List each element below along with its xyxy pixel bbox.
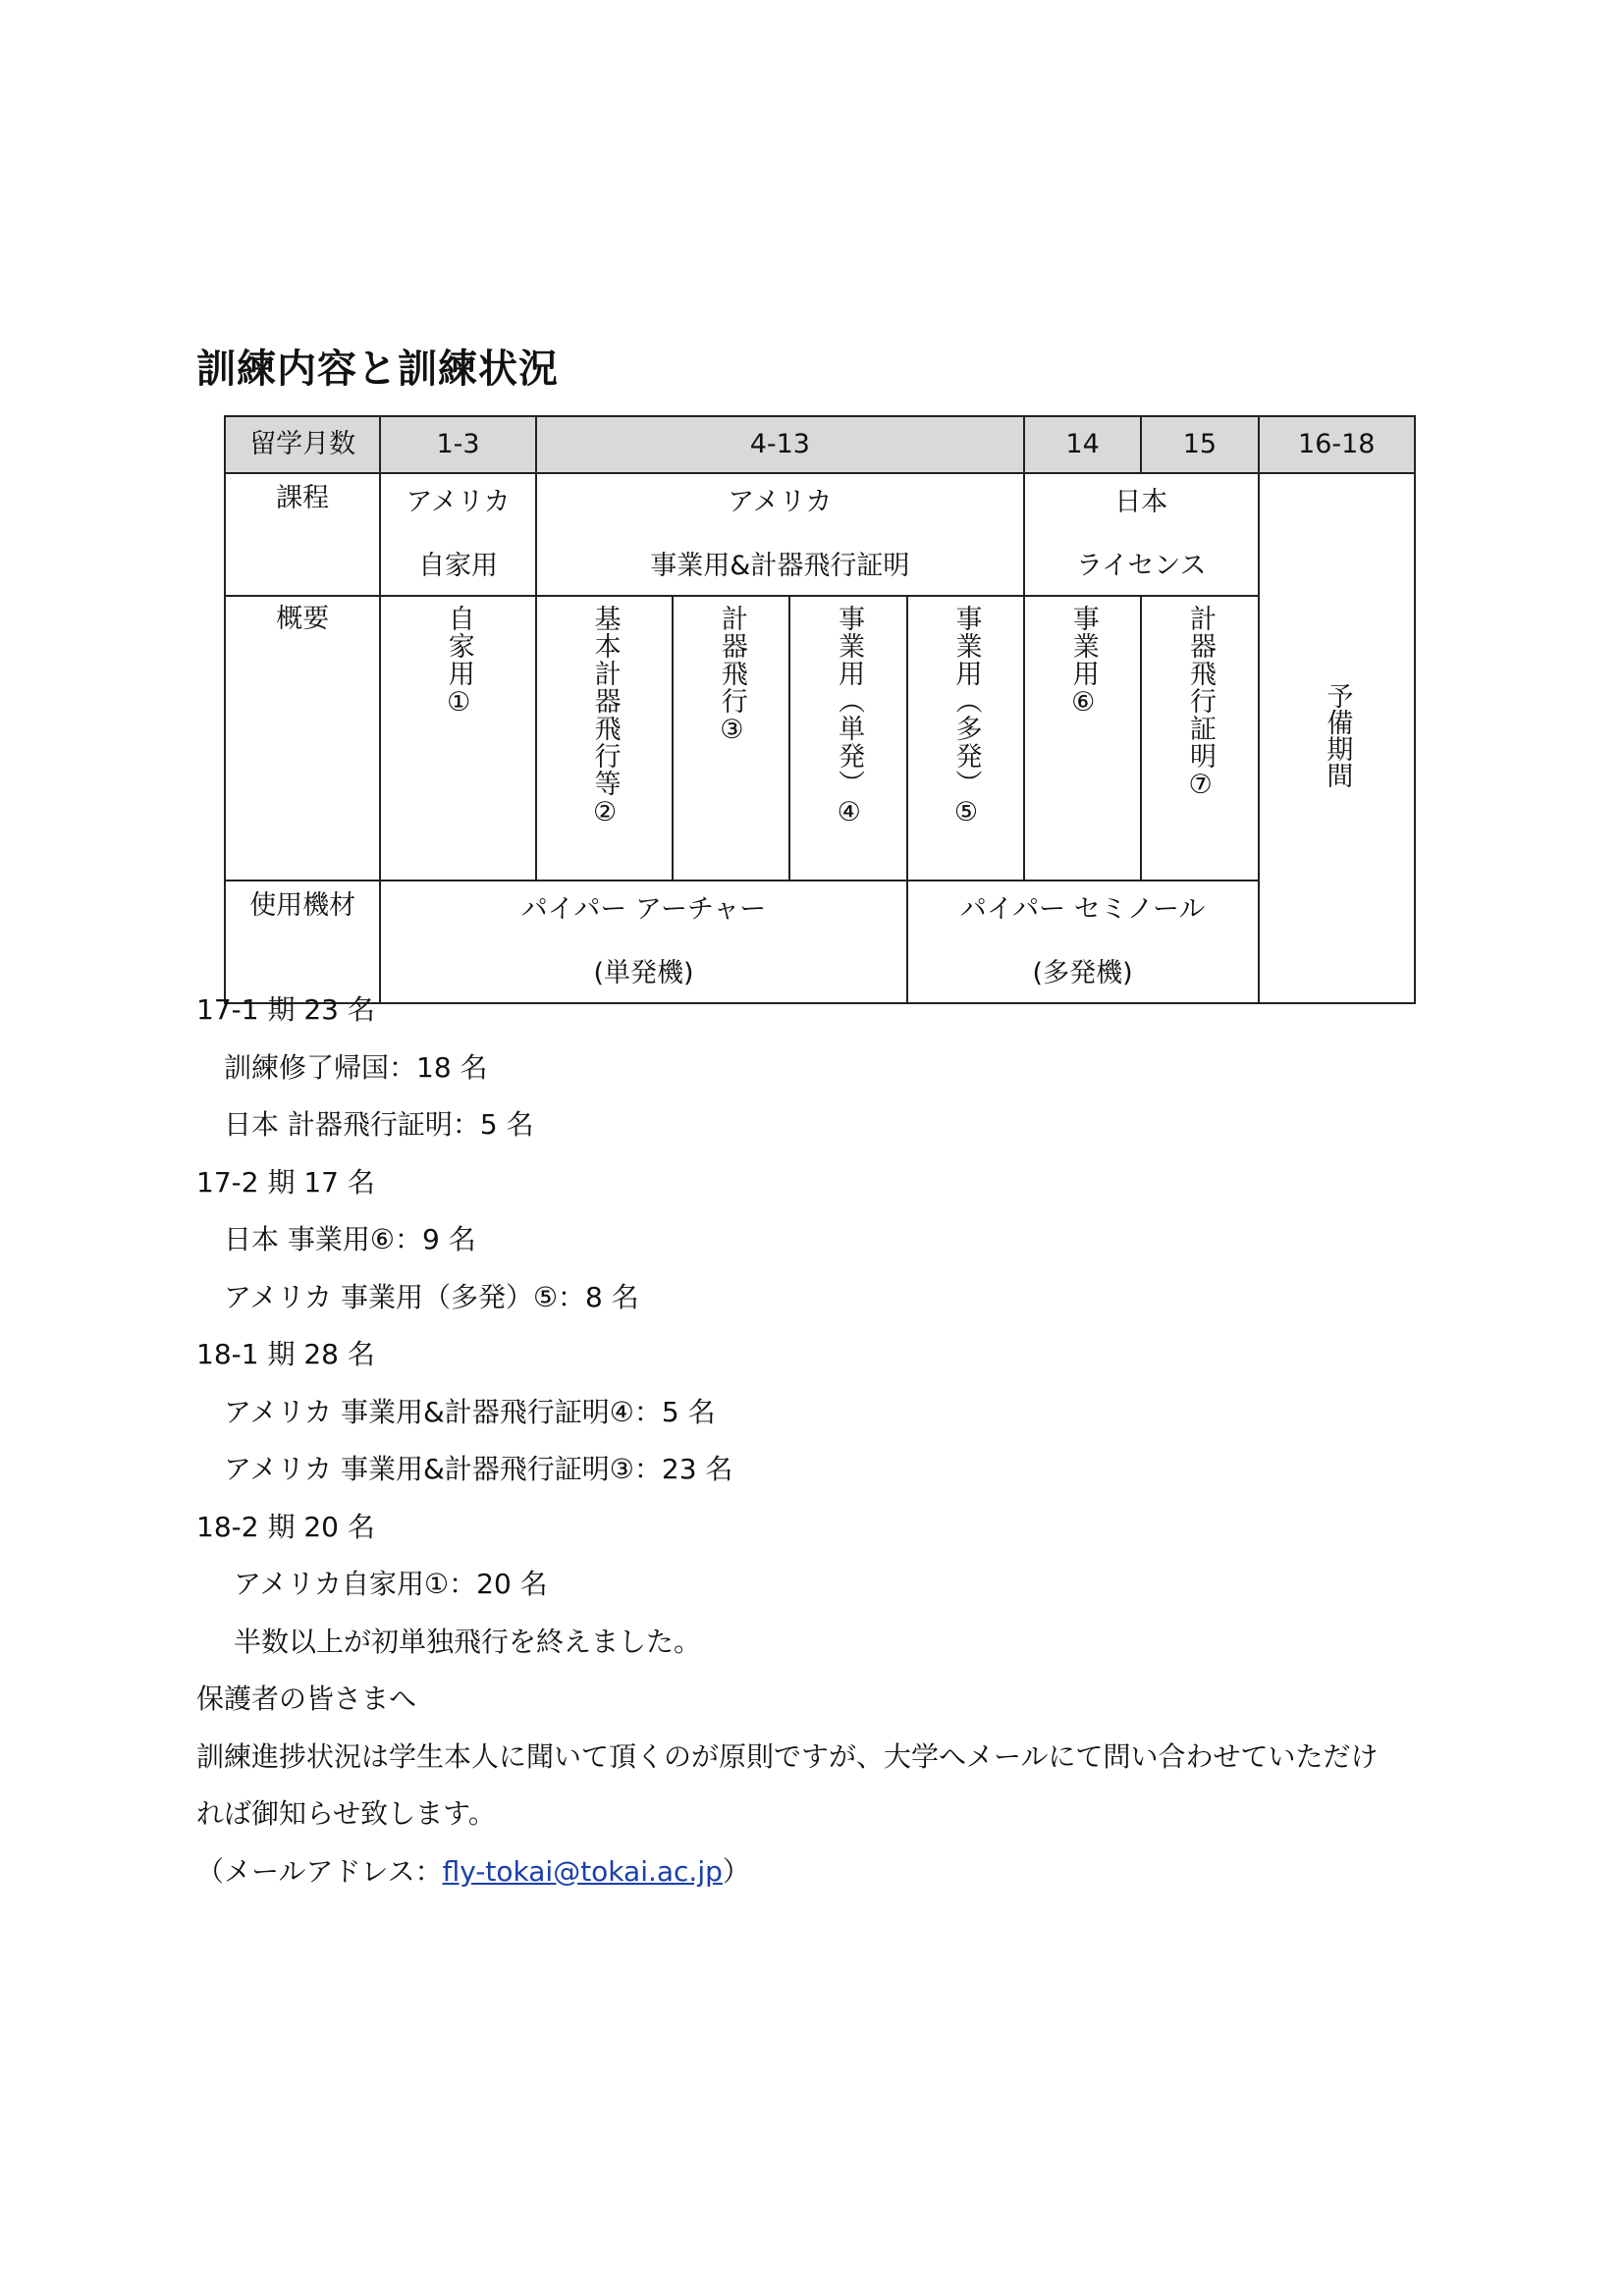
status-line: 17-2 期 17 名	[196, 1165, 375, 1199]
overview-item-7: 計器飛行証明⑦	[1141, 596, 1258, 881]
course-us-commercial: アメリカ 事業用&計器飛行証明	[536, 473, 1024, 596]
months-16-18: 16-18	[1259, 416, 1415, 473]
status-line: アメリカ 事業用&計器飛行証明④：5 名	[224, 1395, 716, 1428]
guardian-heading: 保護者の皆さまへ	[196, 1682, 417, 1715]
status-line: 訓練修了帰国：18 名	[224, 1050, 488, 1084]
email-line: （メールアドレス：fly-tokai@tokai.ac.jp）	[196, 1854, 750, 1888]
reserve-period: 予備期間	[1259, 473, 1415, 1003]
months-14: 14	[1024, 416, 1141, 473]
course-japan-license: 日本 ライセンス	[1024, 473, 1259, 596]
equipment-label: 使用機材	[225, 881, 380, 1003]
months-4-13: 4-13	[536, 416, 1024, 473]
guardian-text-line1: 訓練進捗状況は学生本人に聞いて頂くのが原則ですが、大学へメールにて問い合わせていただけ	[196, 1739, 1379, 1773]
status-line: 日本 事業用⑥：9 名	[224, 1223, 476, 1255]
status-line: 17-1 期 23 名	[196, 993, 375, 1026]
overview-item-3: 計器飛行③	[673, 596, 789, 881]
overview-item-1: 自家用①	[380, 596, 535, 881]
status-line: アメリカ自家用①：20 名	[234, 1568, 548, 1600]
overview-row	[225, 596, 1415, 881]
months-1-3: 1-3	[380, 416, 535, 473]
overview-item-5: 事業用︵多発︶⑤	[907, 596, 1024, 881]
status-section	[196, 982, 1378, 1900]
page-title: 訓練内容と訓練状況	[196, 347, 559, 392]
months-15: 15	[1141, 416, 1258, 473]
equipment-multi: パイパー セミノール (多発機)	[907, 881, 1259, 1003]
status-line: 半数以上が初単独飛行を終えました。	[234, 1625, 702, 1658]
overview-item-6: 事業用⑥	[1024, 596, 1141, 881]
course-row	[225, 473, 1415, 596]
overview-item-4: 事業用︵単発︶④	[789, 596, 906, 881]
status-line: 18-2 期 20 名	[196, 1510, 375, 1543]
equipment-single: パイパー アーチャー (単発機)	[380, 881, 906, 1003]
status-line: 日本 計器飛行証明：5 名	[224, 1108, 534, 1141]
status-line: 18-1 期 28 名	[196, 1338, 375, 1370]
status-line: アメリカ 事業用（多発）⑤：8 名	[224, 1280, 639, 1313]
overview-label: 概要	[225, 596, 380, 881]
guardian-text-line2: れば御知らせ致します。	[196, 1797, 496, 1830]
overview-item-2: 基本計器飛行等②	[536, 596, 673, 881]
email-link[interactable]: fly-tokai@tokai.ac.jp	[442, 1854, 723, 1888]
header-row	[225, 416, 1415, 473]
status-line: アメリカ 事業用&計器飛行証明③：23 名	[224, 1453, 733, 1485]
course-label: 課程	[225, 473, 380, 596]
training-table	[224, 415, 1416, 1004]
months-label: 留学月数	[225, 416, 380, 473]
course-us-private: アメリカ 自家用	[380, 473, 535, 596]
